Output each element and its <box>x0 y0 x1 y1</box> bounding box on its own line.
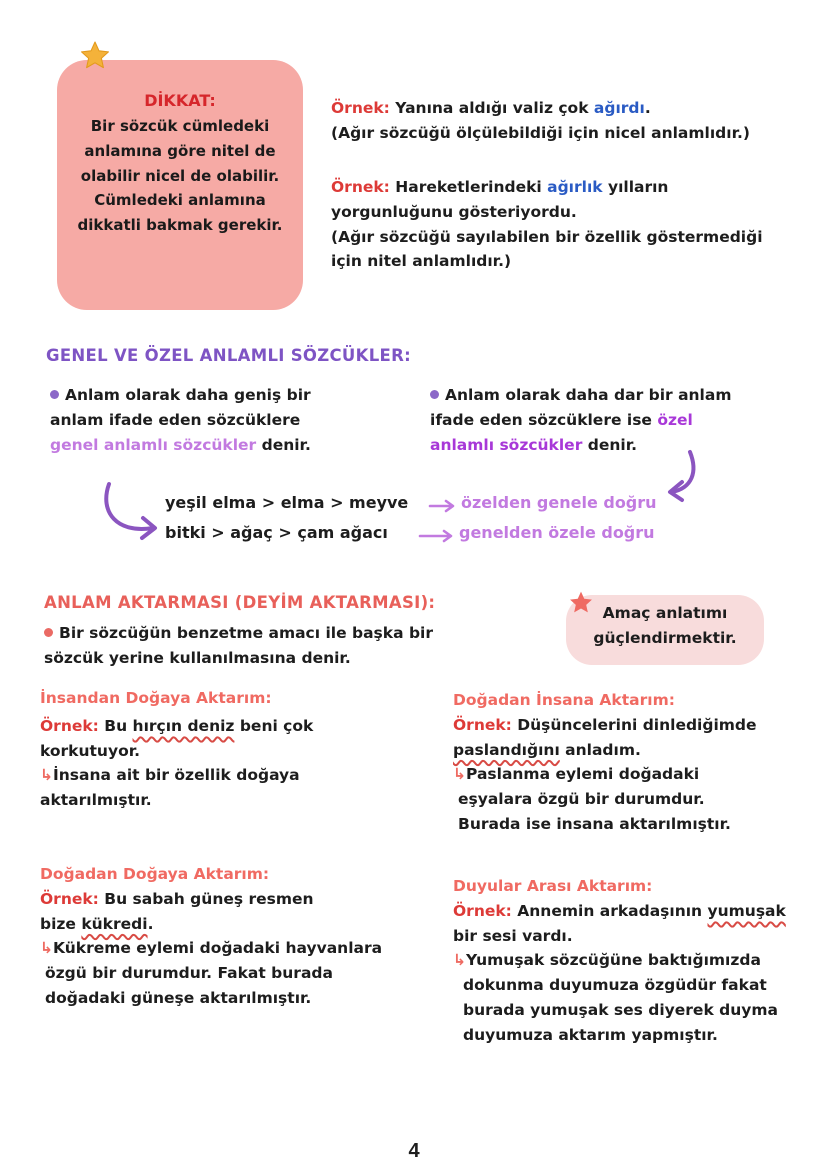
example-2: Örnek: Hareketlerindeki ağırlık yılların yorgunluğunu gösteriyordu. (Ağır sözcüğü sayılabilen bir özellik göstermediği için nitel anlamlıdır.) <box>331 175 816 274</box>
example-label: Örnek: <box>331 178 390 196</box>
example-2-explanation-1: (Ağır sözcüğü sayılabilen bir özellik göstermediği <box>331 227 763 246</box>
underlined-phrase: hırçın deniz <box>132 716 235 735</box>
ozel-term: özel <box>657 410 693 429</box>
genel-definition: Anlam olarak daha geniş bir anlam ifade eden sözcüklere genel anlamlı sözcükler denir. <box>50 386 311 454</box>
genel-ozel-heading: GENEL VE ÖZEL ANLAMLI SÖZCÜKLER: <box>46 346 411 365</box>
ozel-definition: Anlam olarak daha dar bir anlam ifade eden sözcüklere ise özel anlamlı sözcükler denir. <box>430 386 732 454</box>
example-1 <box>331 96 811 146</box>
transfer-insandan-dogaya: İnsandan Doğaya Aktarım: Örnek: Bu hırçın deniz beni çok korkutuyor. ↳İnsana ait bir özellik doğaya aktarılmıştır. <box>40 686 400 813</box>
example-2-sentence: Örnek: Hareketlerindeki ağırlık yılların <box>331 178 669 196</box>
example-label: Örnek: <box>331 99 390 117</box>
return-arrow-icon: ↳ <box>40 939 53 958</box>
purpose-note-text: Amaç anlatımı güçlendirmektir. <box>593 604 737 647</box>
right-arrow-icon <box>428 499 456 513</box>
transfer-dogadan-insana: Doğadan İnsana Aktarım: Örnek: Düşüncelerini dinlediğimde paslandığını anladım. ↳Paslanma eylemi doğadaki eşyalara özgü bir durumdur. Burada ise insana aktarılmıştır. <box>453 688 813 837</box>
star-icon <box>79 40 111 72</box>
bullet-icon <box>430 390 439 399</box>
right-arrow-icon <box>418 529 454 543</box>
ozel-term: anlamlı sözcükler <box>430 435 583 454</box>
chain-2-label: genelden özele doğru <box>459 523 655 542</box>
underlined-phrase: kükredi <box>81 914 148 933</box>
curved-arrow-icon <box>662 448 712 504</box>
return-arrow-icon: ↳ <box>453 951 466 970</box>
star-icon <box>568 590 594 616</box>
highlight-word: ağırdı <box>593 99 645 117</box>
bullet-icon <box>50 390 59 399</box>
dikkat-note-card <box>57 60 303 310</box>
transfer-duyular-arasi: Duyular Arası Aktarım: Örnek: Annemin arkadaşının yumuşak bir sesi vardı. ↳Yumuşak sözcüğüne baktığımızda dokunma duyumuza özgüdür fakat burada yumuşak ses diyerek duyma duyumuza aktarım yapmıştır. <box>453 874 823 1048</box>
purpose-note <box>566 595 764 665</box>
highlight-word: ağırlık <box>547 178 603 196</box>
transfer-title: Duyular Arası Aktarım: <box>453 877 653 895</box>
example-1-explanation: (Ağır sözcüğü ölçülebildiği için nicel anlamlıdır.) <box>331 123 750 142</box>
underlined-phrase: paslandığını <box>453 740 560 759</box>
chain-2: bitki > ağaç > çam ağacı <box>165 523 388 542</box>
transfer-title: İnsandan Doğaya Aktarım: <box>40 689 272 707</box>
chain-1: yeşil elma > elma > meyve <box>165 493 409 512</box>
anlam-aktarmasi-definition: Bir sözcüğün benzetme amacı ile başka bir sözcük yerine kullanılmasına denir. <box>44 624 433 667</box>
example-2-explanation-2: için nitel anlamlıdır.) <box>331 252 512 271</box>
anlam-aktarmasi-heading: ANLAM AKTARMASI (DEYİM AKTARMASI): <box>44 593 436 612</box>
example-1-sentence: Örnek: Yanına aldığı valiz çok ağırdı. <box>331 99 651 117</box>
bullet-icon <box>44 628 53 637</box>
transfer-title: Doğadan İnsana Aktarım: <box>453 691 675 709</box>
underlined-phrase: yumuşak <box>707 901 786 920</box>
curved-arrow-icon <box>95 478 165 550</box>
chain-1-label: özelden genele doğru <box>461 493 657 512</box>
page-number: 4 <box>408 1140 420 1162</box>
genel-term: genel anlamlı sözcükler <box>50 435 257 454</box>
return-arrow-icon: ↳ <box>40 766 53 785</box>
transfer-dogadan-dogaya: Doğadan Doğaya Aktarım: Örnek: Bu sabah güneş resmen bize kükredi. ↳Kükreme eylemi doğadaki hayvanlara özgü bir durumdur. Fakat burada doğadaki güneşe aktarılmıştır. <box>40 862 430 1011</box>
return-arrow-icon: ↳ <box>453 765 466 784</box>
transfer-title: Doğadan Doğaya Aktarım: <box>40 865 270 883</box>
dikkat-title: DİKKAT: <box>144 91 216 110</box>
dikkat-text: Bir sözcük cümledeki anlamına göre nitel de olabilir nicel de olabilir. Cümledeki anlamına dikkatli bakmak gerekir. <box>77 117 283 234</box>
